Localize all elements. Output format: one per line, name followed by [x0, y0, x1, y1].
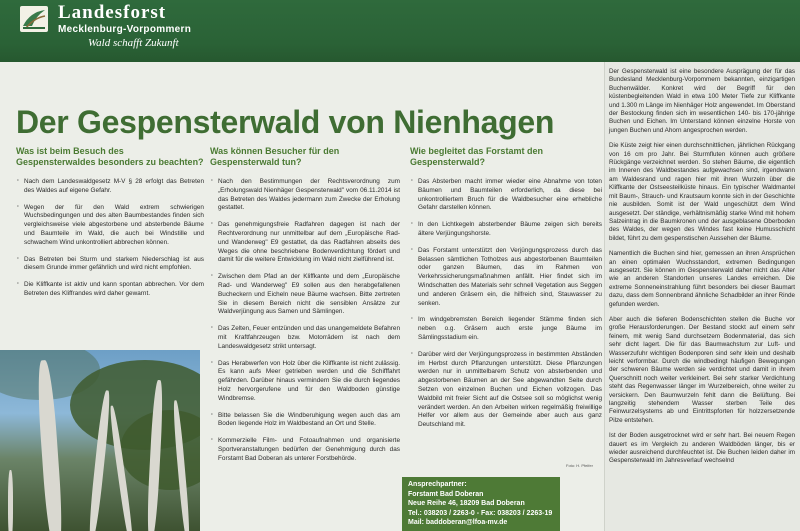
list-item: · Bitte belassen Sie die Windberuhigung wegen auch das am Boden liegende Holz im Waldbestand an Ort und Stelle. — [210, 412, 400, 430]
info-paragraph: Der Gespensterwald ist eine besondere Ausprägung der für das Bundesland Mecklenburg-Vorpommern bekannten, einzigartigen Buchenwälder. Konkret wird der Begriff für den küstenbegleitenden Wald in etwa 100 Meter Tiefe zur Kliffkante und 1.300 m Länge im Nienhäger Holz angewendet. Im Oberstand der Bestockung finden sich im wesentlichen 140- bis 170-jährige Buchen und Eichen. Im Unterstand können einzelne Horste von jungen Buchen und Ahorn angesprochen werden. — [609, 68, 795, 134]
column-visitors — [210, 146, 400, 472]
list-item: · Nach den Bestimmungen der Rechtsverordnung zum „Erholungswald Nienhäger Gespensterwald" vom 06.11.2014 ist das Betreten des Waldes jedermann zum Zwecke der Erholung gestattet. — [210, 178, 400, 213]
org-name: Landesforst — [58, 2, 167, 23]
column-heading: Wie begleitet das Forstamt den Gespensterwald? — [410, 146, 543, 167]
column-forestry-office — [410, 146, 602, 438]
contact-address: Neue Reihe 46, 18209 Bad Doberan — [408, 500, 525, 507]
info-paragraph: Ist der Boden ausgetrocknet wird er sehr hart. Bei neuem Regen dauert es im Vergleich zu anderen Waldböden länger, bis er wieder ausreichend durchfeuchtet ist. Die Buchen leiden daher im Gespensterwald im Jahresverlauf wechselnd — [609, 432, 795, 465]
list-item: · Kommerzielle Film- und Fotoaufnahmen und organisierte Sportveranstaltungen bedürfen der Genehmigung durch das Forstamt Bad Doberan als unterer Forstbehörde. — [210, 437, 400, 463]
column-list — [16, 178, 204, 299]
list-item: · Das genehmigungsfreie Radfahren dagegen ist nach der Rechtverordnung nur unmittelbar auf dem „Europäische Rad- und Wanderweg" E9 gestattet, da das Radfahren abseits des Weges die ohne beschriebene Bodenverdichtung fördert und damit für die weitere Entwicklung im Wald nicht zielführend ist. — [210, 221, 400, 265]
list-item: · Wegen der für den Wald extrem schwierigen Wuchsbedingungen und des alten Baumbestandes finden sich vergleichsweise viele abgestorbene und absterbende Bäume und Baumteile im Wald, die auch bei Windstille und schwachem Wind unkontrolliert abbrechen können. — [16, 204, 204, 248]
column-safety — [16, 146, 204, 307]
info-paragraph: Namentlich die Buchen sind hier, gemessen an ihren Ansprüchen an einen optimalen Wuchsstandort, extremen Bedingungen ausgesetzt. Sie können im Gespensterwald daher nicht das Alter wie an anderen Standorten unseres Landes erreichen. Die extreme Sonneneinstrahlung führt besonders bei dieser Baumart dazu, dass dem Sonnenbrand ähnliche Schadbilder an ihrer Rinde gefunden werden. — [609, 250, 795, 308]
contact-label: Ansprechpartner: — [408, 481, 467, 488]
info-paragraph: Die Küste zeigt hier einen durchschnittlichen, jährlichen Rückgang von 16 cm pro Jahr. Bei Sturmfluten können auch größere Rückgänge verzeichnet werden. So stehen Bäume, die eigentlich im Inneren des Waldbestandes aufgewachsen sind, irgendwann am Waldesrand und ragen hier mit ihren Wurzeln über die Kliffkante der Ostseesteilküste hinaus. Ein typischer Waldmantel mit Baum-, Strauch- und Krautsaum konnte sich in der Geschichte nie ausbilden. Somit ist der Wald ungeschützt dem Wind ausgesetzt. Der ständige, verhältnismäßig starke Wind mit hohem Salzeintrag in die Baumkronen und der ausgeblasene Oberboden des Waldes, der wegen des Windes fast keine Humusschicht bildet, führt zu dem gespenstischen Aussehen der Bäume. — [609, 142, 795, 242]
list-item: · Nach dem Landeswaldgesetz M-V § 28 erfolgt das Betreten des Waldes auf eigene Gefahr. — [16, 178, 204, 196]
list-item: · Im windgebremsten Bereich liegender Stämme finden sich neben o.g. Gräsern auch erste junge Bäume im Sämlingsstadium ein. — [410, 316, 602, 342]
org-slogan: Wald schafft Zukunft — [88, 37, 179, 49]
list-item: · Zwischen dem Pfad an der Kliffkante und dem „Europäische Rad- und Wanderweg" E9 sollen aus den herabgefallenen Bucheckern und Eicheln neue Bäume wachsen. Bitte zertreten Sie in diesem Bereich nicht die sensiblen Ansätze zur Waldverjüngung aus Samen und Sämlingen. — [210, 273, 400, 317]
forest-photo — [0, 350, 200, 531]
list-item: · Darüber wird der Verjüngungsprozess in bestimmten Abständen im Herbst durch Pflanzungen unterstützt. Diese Pflanzungen werden nur in unmittelbarem Schutz von absterbenden und abgestorbenen Bäumen an der See abgewandten Seite durch Setzen von einzelnen Buchen und Eichen vollzogen. Das Waldbild mit freier Sicht auf die Ostsee soll so möglichst wenig verändert werden. An den Arbeiten wirken regelmäßig freiwillige Helfer vor allem aus der Gemeinde aber auch aus ganz Deutschland mit. — [410, 351, 602, 430]
org-state: Mecklenburg-Vorpommern — [58, 24, 192, 35]
header-band — [0, 0, 800, 62]
list-item: · Das Absterben macht immer wieder eine Abnahme von toten Bäumen und Baumteilen erforderlich, da diese bei unkontrolliertem Bruch für die Waldbesucher eine erhebliche Gefahr darstellen können. — [410, 178, 602, 213]
contact-email: Mail: baddoberan@lfoa-mv.de — [408, 519, 508, 526]
info-panel — [604, 62, 800, 531]
list-item: · In den Lichtkegeln absterbender Bäume zeigen sich bereits ältere Verjüngungshorste. — [410, 221, 602, 239]
list-item: · Das Herabwerfen von Holz über die Kliffkante ist nicht zulässig. Es kann aufs Meer getrieben werden und die Schifffahrt gefährden. Darüber hinaus vermindern Sie die durch liegendes Holz hervorgerufene und für den Waldboden günstige Windbremse. — [210, 360, 400, 404]
list-item: · Das Betreten bei Sturm und starkem Niederschlag ist aus diesem Grunde immer gefährlich und wird nicht empfohlen. — [16, 256, 204, 274]
column-list — [410, 178, 602, 430]
list-item: · Das Zelten, Feuer entzünden und das unangemeldete Befahren mit Kraftfahrzeugen bzw. Motorrädern ist nach dem Landeswaldgesetz strikt untersagt. — [210, 325, 400, 351]
info-paragraph: Aber auch die tieferen Bodenschichten stellen die Buche vor große Herausforderungen. Der Bestand stockt auf einem sehr feinem, mit wenig Sand durchsetzem Bodenmaterial, das sich sehr dicht lagert. Die für das Baumwachstum zur Luft- und Wasserzufuhr wichtigen Bodenporen sind sehr klein und deshalb leicht verformbar. Durch die windbedingt häufigen Bewegungen der schweren Bäume werden sie verdichtet und damit in ihrem Querschnitt noch weiter verkleinert. Bei sehr starker Verdichtung steht das Regenwasser länger im Wurzelbereich, ohne weiter zu versickern. Den Baumwurzeln fehlt dann die Belüftung. Bei langzeitig stehendem Wasser sterben Teile des Feinwurzelsystems ab und Eintrittspforten für holzzersetzende Pilze entstehen. — [609, 315, 795, 424]
column-list — [210, 178, 400, 464]
contact-phone: Tel.: 038203 / 2263-0 - Fax: 038203 / 2263-19 — [408, 509, 553, 517]
column-heading: Was können Besucher für den Gespensterwald tun? — [210, 146, 340, 167]
landesforst-logo-icon — [20, 6, 48, 32]
column-heading: Was ist beim Besuch des Gespensterwaldes besonders zu beachten? — [16, 146, 204, 167]
list-item: · Die Kliffkante ist aktiv und kann spontan abbrechen. Vor dem Betreten des Kliffrandes wird daher gewarnt. — [16, 281, 204, 299]
contact-name: Forstamt Bad Doberan — [408, 490, 484, 498]
contact-box — [402, 477, 560, 531]
page-title: Der Gespensterwald von Nienhagen — [16, 104, 555, 140]
photo-credit: Foto: H. Pfeifer — [566, 463, 593, 468]
list-item: · Das Forstamt unterstützt den Verjüngungsprozess durch das Belassen sämtlichen Totholzes aus abgestorbenen Baumteilen oder ganzen Bäumen, das im Rahmen von Verkehrssicherungsmaßnahmen anfällt. Hier findet sich im Windschatten des Materials sehr schnell Vegetation aus Seggen und anderen Gräsern ein, die hilfreich sind, Stauwasser zu senken. — [410, 247, 602, 309]
